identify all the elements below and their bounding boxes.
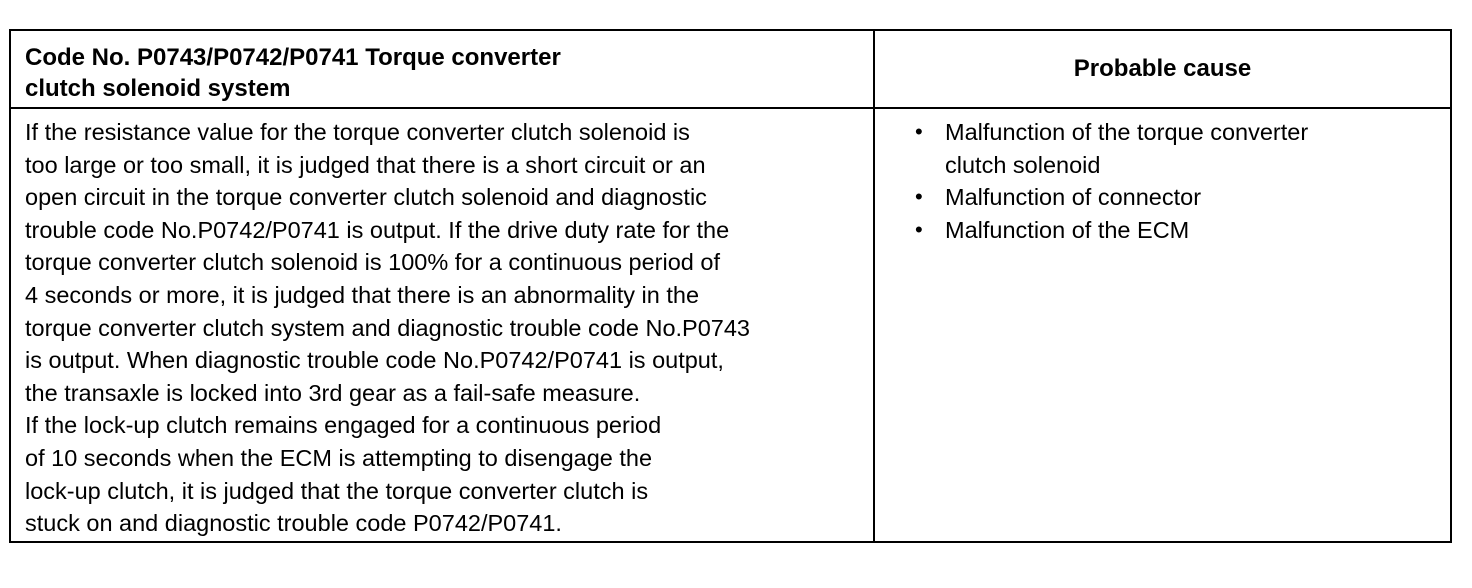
probable-cause-header-cell bbox=[875, 31, 1450, 109]
description-cell bbox=[11, 109, 875, 541]
bullet-icon: • bbox=[915, 119, 923, 144]
description-line: open circuit in the torque converter clutch solenoid and diagnostic bbox=[25, 184, 707, 211]
description-line: is output. When diagnostic trouble code No.P0742/P0741 is output, bbox=[25, 347, 724, 374]
code-header-line-2: clutch solenoid system bbox=[25, 75, 291, 102]
cause-text bbox=[945, 116, 1308, 181]
cause-text bbox=[945, 214, 1189, 247]
diagnostic-table bbox=[9, 29, 1452, 543]
bullet-icon: • bbox=[915, 216, 923, 242]
bullet-icon: • bbox=[915, 184, 923, 210]
cause-line: clutch solenoid bbox=[945, 151, 1101, 178]
cause-line: Malfunction of connector bbox=[945, 184, 1202, 211]
description-line: too large or too small, it is judged that there is a short circuit or an bbox=[25, 151, 706, 178]
probable-cause-title: Probable cause bbox=[1073, 55, 1252, 82]
description-line: If the lock-up clutch remains engaged for a continuous period bbox=[25, 412, 662, 439]
cause-line: Malfunction of the ECM bbox=[945, 216, 1190, 243]
code-header-line-1: Code No. P0743/P0742/P0741 Torque converter bbox=[25, 44, 561, 71]
description-line: of 10 seconds when the ECM is attempting to disengage the bbox=[25, 444, 653, 471]
description-line: If the resistance value for the torque converter clutch solenoid is bbox=[25, 119, 690, 145]
description-line: 4 seconds or more, it is judged that there is an abnormality in the bbox=[25, 281, 700, 308]
description-line: stuck on and diagnostic trouble code P0742/P0741. bbox=[25, 510, 562, 537]
description-line: torque converter clutch system and diagnostic trouble code No.P0743 bbox=[25, 314, 751, 341]
cause-item bbox=[915, 214, 1440, 247]
probable-cause-list bbox=[915, 116, 1440, 246]
cause-text bbox=[945, 181, 1201, 214]
code-header-cell bbox=[11, 31, 875, 109]
description-line: torque converter clutch solenoid is 100% for a continuous period of bbox=[25, 249, 720, 276]
description-line: the transaxle is locked into 3rd gear as a fail-safe measure. bbox=[25, 379, 641, 406]
cause-item bbox=[915, 181, 1440, 214]
cause-line: Malfunction of the torque converter bbox=[945, 119, 1309, 145]
cause-item bbox=[915, 116, 1440, 181]
probable-cause-cell bbox=[875, 109, 1450, 541]
description-line: trouble code No.P0742/P0741 is output. If the drive duty rate for the bbox=[25, 216, 730, 243]
description-line: lock-up clutch, it is judged that the torque converter clutch is bbox=[25, 477, 649, 504]
